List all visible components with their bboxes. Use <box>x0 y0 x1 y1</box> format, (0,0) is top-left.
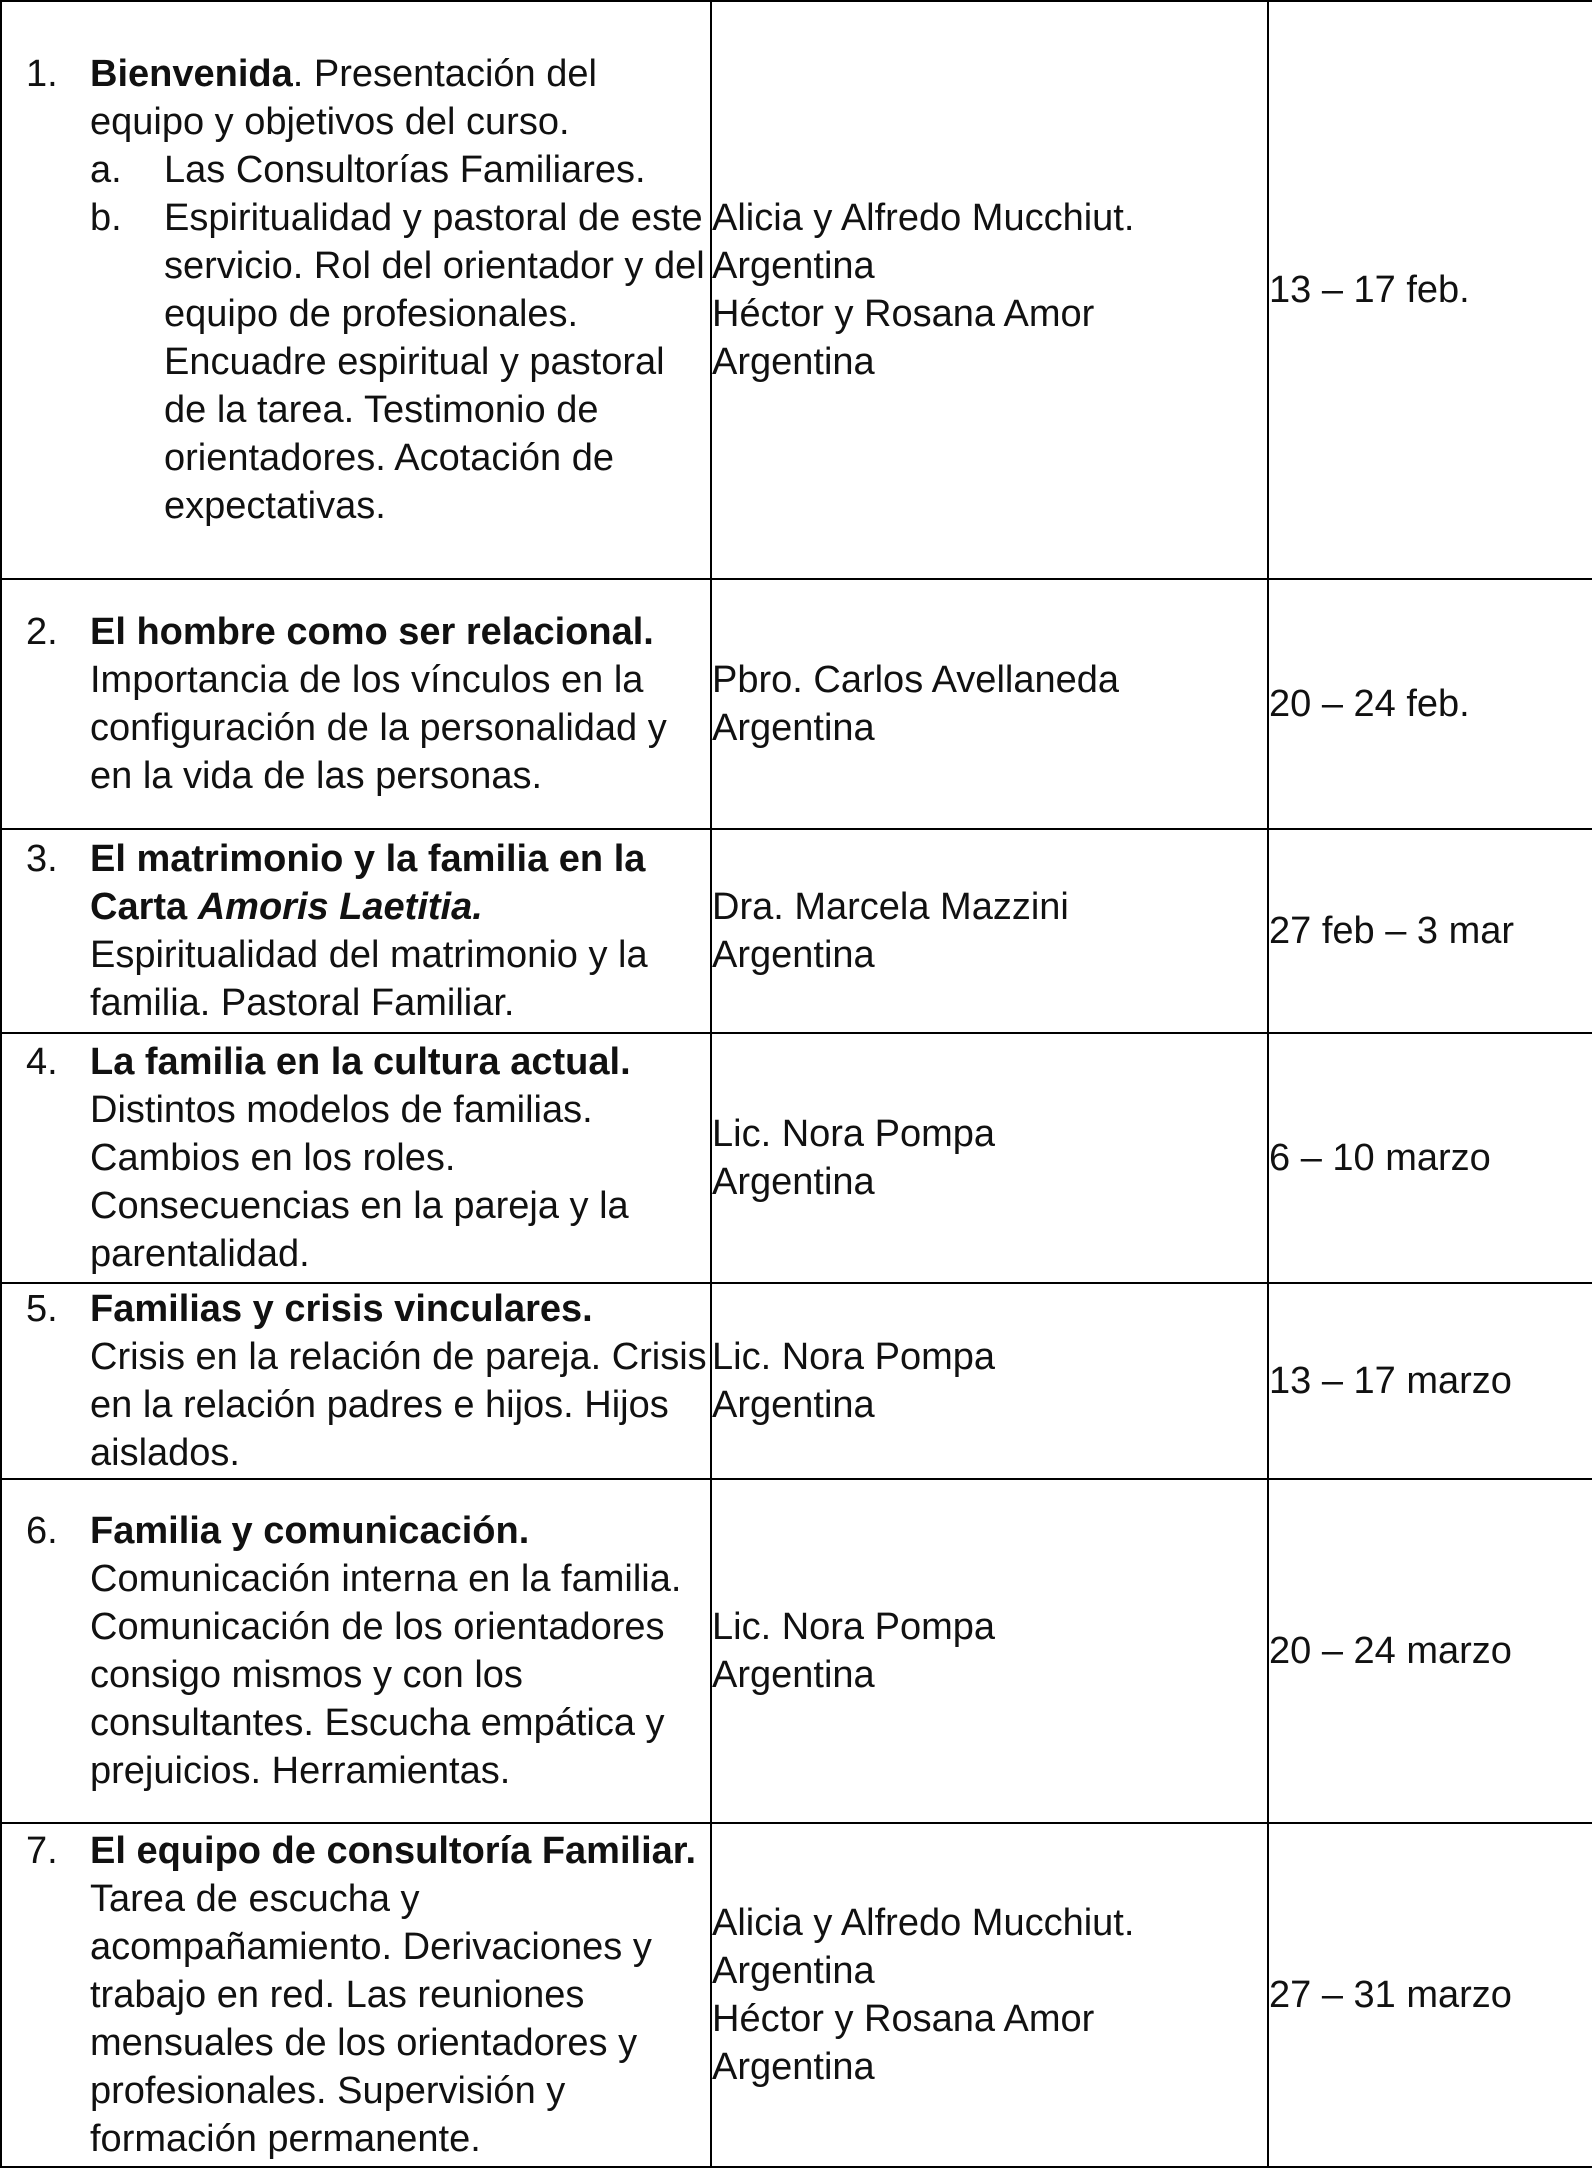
item-number: 5. <box>26 1288 58 1330</box>
speaker-line: Argentina <box>712 2046 875 2088</box>
topic-title: Bienvenida <box>90 53 293 95</box>
sub-item-text: Espiritualidad y pastoral de este servicio. Rol del orientador y del equipo de profesionales. Encuadre espiritual y pastoral de la tarea. Testimonio de orientadores. Acotación de expectativas. <box>164 197 705 527</box>
speaker-line: Héctor y Rosana Amor <box>712 1998 1095 2040</box>
date-cell: 27 feb – 3 mar <box>1268 829 1592 1033</box>
topic-cell <box>1 1479 711 1823</box>
speaker-line: Argentina <box>712 1654 875 1696</box>
speaker-line: Argentina <box>712 1950 875 1992</box>
topic-item <box>2 1038 710 1278</box>
topic-text: Comunicación interna en la familia. Comunicación de los orientadores consigo mismos y con los consultantes. Escucha empática y prejuicios. Herramientas. <box>90 1558 682 1792</box>
speaker-cell <box>711 1823 1268 2167</box>
speaker-line: Argentina <box>712 707 875 749</box>
topic-text: . Presentación del equipo y objetivos del curso. <box>90 53 597 143</box>
topic-cell <box>1 1 711 579</box>
table-row <box>1 1823 1592 2167</box>
table-row <box>1 579 1592 829</box>
sub-item <box>2 194 710 530</box>
topic-cell <box>1 1033 711 1283</box>
topic-item <box>2 835 710 1027</box>
table-row <box>1 829 1592 1033</box>
item-number: 2. <box>26 611 58 653</box>
speaker-line: Argentina <box>712 245 875 287</box>
date-cell: 13 – 17 marzo <box>1268 1283 1592 1479</box>
topic-cell <box>1 579 711 829</box>
topic-title: Familias y crisis vinculares. <box>90 1288 593 1330</box>
date-cell: 6 – 10 marzo <box>1268 1033 1592 1283</box>
table-row <box>1 1033 1592 1283</box>
topic-item <box>2 1827 710 2163</box>
speaker-line: Argentina <box>712 934 875 976</box>
topic-text: Tarea de escucha y acompañamiento. Derivaciones y trabajo en red. Las reuniones mensuales de los orientadores y profesionales. Supervisión y formación permanente. <box>90 1878 652 2160</box>
sub-item-text: Las Consultorías Familiares. <box>164 149 646 191</box>
table-row <box>1 1283 1592 1479</box>
speaker-cell <box>711 1479 1268 1823</box>
topic-item <box>2 50 710 146</box>
topic-title: La familia en la cultura actual. <box>90 1041 631 1083</box>
date-cell: 20 – 24 marzo <box>1268 1479 1592 1823</box>
speaker-cell <box>711 1283 1268 1479</box>
item-number: 4. <box>26 1041 58 1083</box>
sub-item-marker: b. <box>90 197 122 239</box>
item-number: 1. <box>26 53 58 95</box>
date-cell: 13 – 17 feb. <box>1268 1 1592 579</box>
topic-cell <box>1 1823 711 2167</box>
speaker-line: Héctor y Rosana Amor <box>712 293 1095 335</box>
topic-title-italic: Amoris Laetitia. <box>197 886 483 928</box>
date-cell: 27 – 31 marzo <box>1268 1823 1592 2167</box>
speaker-cell <box>711 1033 1268 1283</box>
topic-title: Familia y comunicación. <box>90 1510 530 1552</box>
item-number: 7. <box>26 1830 58 1872</box>
topic-title: El hombre como ser relacional. <box>90 611 654 653</box>
speaker-line: Alicia y Alfredo Mucchiut. <box>712 197 1135 239</box>
date-cell: 20 – 24 feb. <box>1268 579 1592 829</box>
speaker-line: Argentina <box>712 1161 875 1203</box>
topic-cell <box>1 1283 711 1479</box>
sub-item <box>2 146 710 194</box>
item-number: 3. <box>26 838 58 880</box>
topic-title: El equipo de consultoría Familiar. <box>90 1830 697 1872</box>
topic-text: Espiritualidad del matrimonio y la familia. Pastoral Familiar. <box>90 934 648 1024</box>
topic-text: Importancia de los vínculos en la configuración de la personalidad y en la vida de las personas. <box>90 659 667 797</box>
speaker-line: Pbro. Carlos Avellaneda <box>712 659 1119 701</box>
item-number: 6. <box>26 1510 58 1552</box>
speaker-line: Lic. Nora Pompa <box>712 1606 996 1648</box>
sub-item-marker: a. <box>90 149 122 191</box>
topic-text: Distintos modelos de familias. Cambios en los roles. Consecuencias en la pareja y la parentalidad. <box>90 1089 629 1275</box>
speaker-line: Argentina <box>712 341 875 383</box>
topic-item <box>2 1285 710 1477</box>
speaker-line: Lic. Nora Pompa <box>712 1113 996 1155</box>
speaker-cell <box>711 829 1268 1033</box>
topic-item <box>2 1507 710 1795</box>
speaker-cell <box>711 1 1268 579</box>
topic-title: El matrimonio y la familia en la Carta <box>90 838 646 928</box>
topic-text: Crisis en la relación de pareja. Crisis en la relación padres e hijos. Hijos aislados. <box>90 1336 707 1474</box>
table-row <box>1 1479 1592 1823</box>
table-row <box>1 1 1592 579</box>
speaker-line: Alicia y Alfredo Mucchiut. <box>712 1902 1135 1944</box>
topic-cell <box>1 829 711 1033</box>
topic-item <box>2 608 710 800</box>
speaker-line: Argentina <box>712 1384 875 1426</box>
speaker-line: Dra. Marcela Mazzini <box>712 886 1069 928</box>
speaker-line: Lic. Nora Pompa <box>712 1336 996 1378</box>
speaker-cell <box>711 579 1268 829</box>
